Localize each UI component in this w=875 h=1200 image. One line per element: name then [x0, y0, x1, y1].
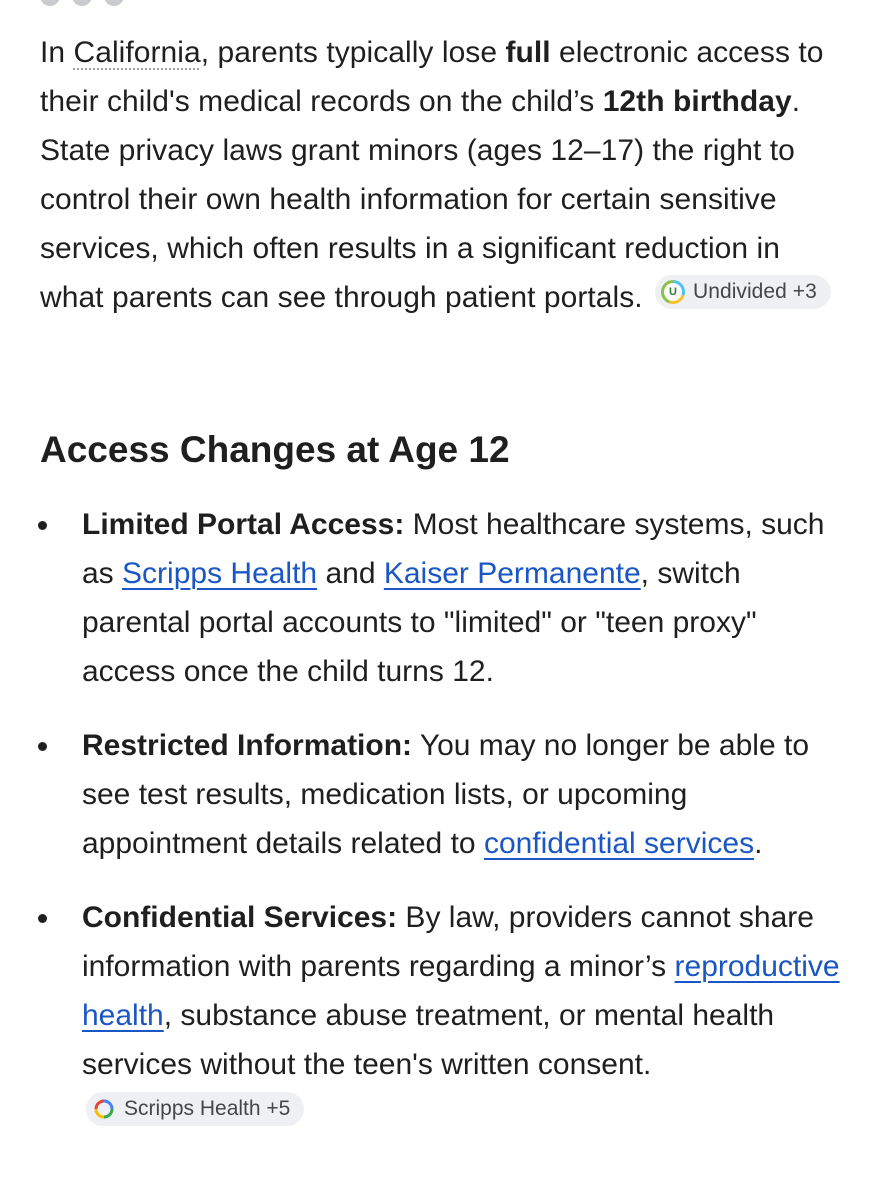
kaiser-permanente-link[interactable]: Kaiser Permanente: [383, 557, 641, 590]
intro-text: . State privacy laws grant minors (ages 12–17) the right to control their own health information for certain sensitive services, which often results in a significant reduction in what parents can see through patient portals.: [40, 85, 801, 314]
scripps-health-link[interactable]: Scripps Health: [122, 557, 318, 590]
california-term-link[interactable]: California: [73, 36, 201, 69]
cropped-icon: [104, 0, 124, 6]
list-item: [0, 500, 850, 696]
item-text: Most healthcare systems, such as: [82, 508, 825, 590]
undivided-logo-icon: [661, 280, 685, 304]
item-title: Confidential Services:: [82, 901, 398, 934]
intro-paragraph: [40, 28, 840, 322]
answer-content: [40, 28, 840, 322]
intro-bold-birthday: 12th birthday: [602, 85, 792, 118]
intro-text: , parents typically lose: [200, 36, 506, 69]
bullet-list: [0, 500, 850, 1138]
list-item: [0, 721, 850, 868]
reproductive-health-link[interactable]: reproductive health: [82, 950, 840, 1032]
toolbar-remnant: [40, 0, 124, 6]
item-text: , switch parental portal accounts to "limited" or "teen proxy" access once the child turns 12.: [82, 557, 757, 688]
intro-text: electronic access to their child's medical records on the child’s: [40, 36, 824, 118]
item-text: and: [317, 557, 384, 590]
source-chip-label: Undivided +3: [693, 280, 817, 303]
source-chip-scripps[interactable]: [86, 1092, 304, 1126]
intro-bold-full: full: [505, 36, 551, 69]
cropped-icon: [72, 0, 92, 6]
item-text: .: [754, 827, 763, 860]
bullet-dot: [38, 914, 47, 923]
intro-text: In: [40, 36, 74, 69]
item-title: Limited Portal Access:: [82, 508, 405, 541]
item-text: You may no longer be able to see test results, medication lists, or upcoming appointment details related to: [82, 729, 810, 860]
cropped-icon: [40, 0, 60, 6]
scripps-logo-icon: [92, 1097, 116, 1121]
bullet-dot: [38, 521, 47, 530]
item-text: By law, providers cannot share information with parents regarding a minor’s: [82, 901, 814, 983]
confidential-services-link[interactable]: confidential services: [483, 827, 755, 860]
bullet-dot: [38, 742, 47, 751]
item-text: , substance abuse treatment, or mental health services without the teen's written consent.: [82, 999, 775, 1081]
source-chip-label: Scripps Health +5: [124, 1097, 291, 1120]
item-title: Restricted Information:: [82, 729, 413, 762]
list-item: [0, 893, 850, 1138]
source-chip-undivided[interactable]: [655, 275, 831, 309]
section-heading: Access Changes at Age 12: [40, 429, 510, 470]
